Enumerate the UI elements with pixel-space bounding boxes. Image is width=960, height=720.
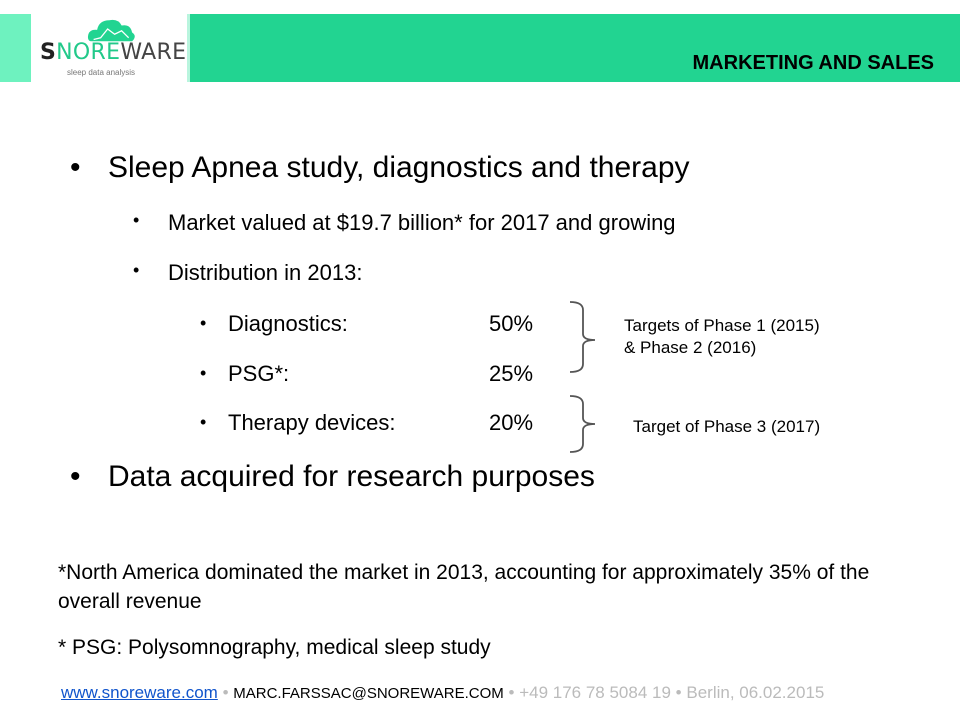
bullet-dot: • — [200, 412, 207, 432]
footnote-north-america: *North America dominated the market in 2013, accounting for approximately 35% of the overall revenue — [58, 561, 870, 613]
distribution-value: 20% — [489, 410, 534, 435]
phone-number: +49 176 78 5084 19 — [519, 683, 671, 702]
bullet-dot: • — [133, 210, 140, 230]
location-date: Berlin, 06.02.2015 — [686, 683, 825, 702]
cloud-logo-icon — [83, 15, 141, 43]
bullet-market-value: Market valued at $19.7 billion* for 2017 and growing — [168, 210, 676, 235]
footer — [61, 683, 824, 703]
phase-3-annotation: Target of Phase 3 (2017) — [633, 417, 821, 436]
bullet-dot: • — [70, 460, 81, 493]
separator: • — [508, 683, 515, 702]
bullet-dot: • — [70, 151, 81, 184]
bullet-research-data: Data acquired for research purposes — [108, 460, 595, 493]
footnote-psg: * PSG: Polysomnography, medical sleep study — [58, 636, 491, 659]
separator: • — [222, 683, 229, 702]
bullet-dot: • — [200, 363, 207, 383]
website-link[interactable]: www.snoreware.com — [61, 683, 218, 702]
distribution-label: Therapy devices: — [228, 410, 396, 435]
bullet-dot: • — [200, 313, 207, 333]
brace-icon — [565, 300, 605, 460]
distribution-value: 25% — [489, 361, 534, 386]
distribution-label: PSG*: — [228, 361, 290, 386]
email-address: MARC.FARSSAC@SNOREWARE.COM — [233, 685, 504, 702]
bullet-distribution: Distribution in 2013: — [168, 260, 363, 285]
header-accent-bar — [0, 14, 31, 82]
phase-1-2-annotation: Targets of Phase 1 (2015) & Phase 2 (2016) — [624, 316, 820, 357]
page-title: MARKETING AND SALES — [692, 52, 934, 74]
bullet-dot: • — [133, 260, 140, 280]
logo-wordmark: SNOREWARE — [40, 40, 187, 65]
separator: • — [675, 683, 682, 702]
bullet-sleep-apnea: Sleep Apnea study, diagnostics and therapy — [108, 151, 690, 184]
distribution-label: Diagnostics: — [228, 311, 348, 336]
distribution-value: 50% — [489, 311, 534, 336]
logo-tagline: sleep data analysis — [67, 68, 136, 77]
